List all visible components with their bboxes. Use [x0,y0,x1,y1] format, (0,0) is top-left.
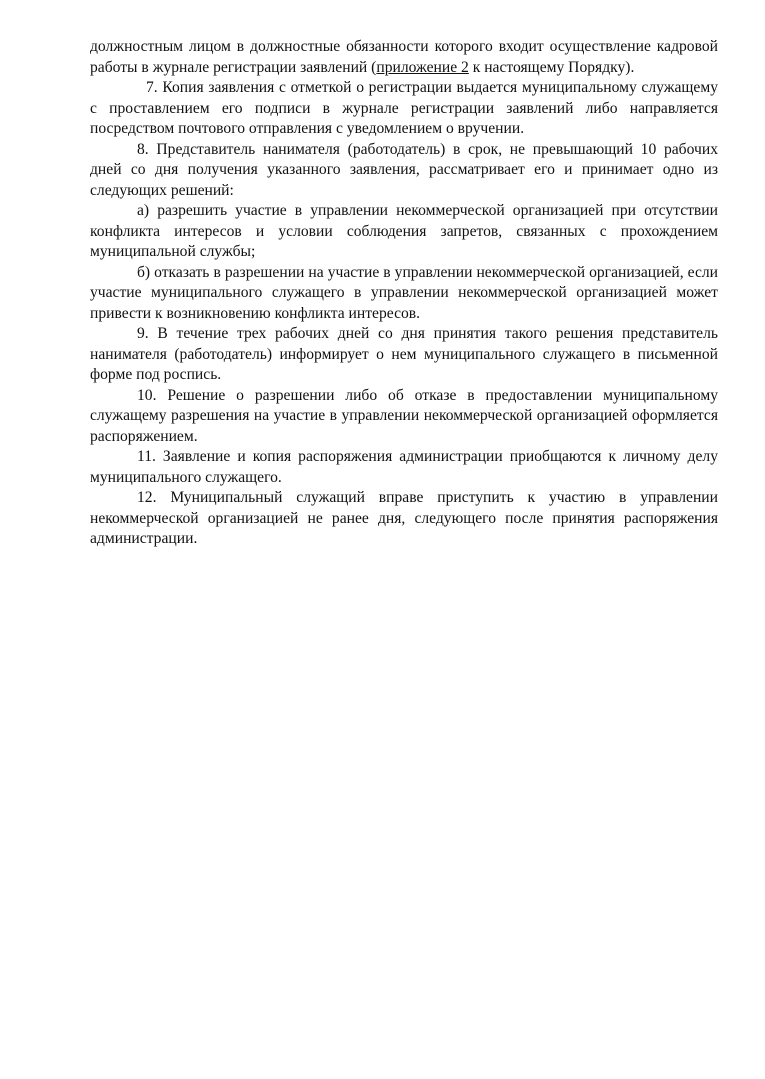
paragraph-11: 11. Заявление и копия распоряжения администрации приобщаются к личному делу муниципального служащего. [90,448,718,486]
paragraph-6-text-after: к настоящему Порядку). [468,58,635,76]
paragraph-8: 8. Представитель нанимателя (работодатель) в срок, не превышающий 10 рабочих дней со дня получения указанного заявления, рассматривает его и принимает одно из следующих решений: [90,140,718,199]
paragraph-6-continuation [90,37,718,78]
paragraph-9: 9. В течение трех рабочих дней со дня принятия такого решения представитель нанимателя (работодатель) информирует о нем муниципального служащего в письменной форме под роспись. [90,325,718,383]
appendix-2-link[interactable]: приложение 2 [376,58,469,76]
paragraph-12: 12. Муниципальный служащий вправе приступить к участию в управлении некоммерческой организацией не ранее дня, следующего после принятия распоряжения администрации. [90,489,718,547]
paragraph-6-text-before: должностным лицом в должностные обязанности которого входит осуществление кадровой работы в журнале регистрации заявлений ( [90,38,718,76]
paragraph-7: 7. Копия заявления с отметкой о регистрации выдается муниципальному служащему с проставлением его подписи в журнале регистрации заявлений либо направляется посредством почтового отправления с уведомлением о вручении. [90,79,718,137]
paragraph-8a: а) разрешить участие в управлении некоммерческой организацией при отсутствии конфликта интересов и условии соблюдения запретов, связанных с прохождением муниципальной службы; [90,202,718,260]
paragraph-10: 10. Решение о разрешении либо об отказе в предоставлении муниципальному служащему разрешения на участие в управлении некоммерческой организацией оформляется распоряжением. [90,386,718,445]
paragraph-8b: б) отказать в разрешении на участие в управлении некоммерческой организацией, если участие муниципального служащего в управлении некоммерческой организацией может привести к возникновению конфликта интересов. [90,263,718,322]
